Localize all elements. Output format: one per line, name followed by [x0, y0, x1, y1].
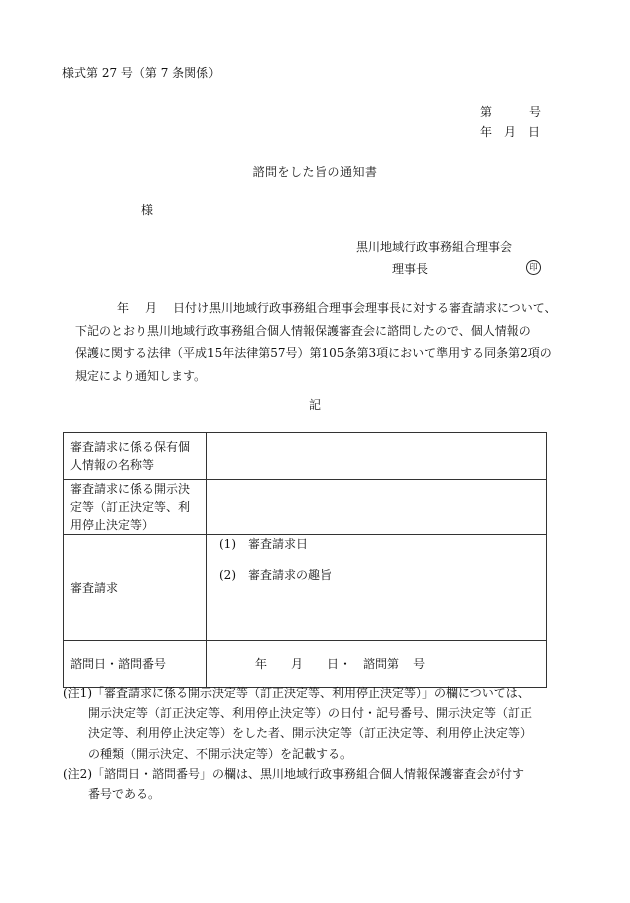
seal-mark: 印 [526, 260, 541, 275]
row3-label: 審査請求 [70, 580, 119, 595]
row1-label-line-2: 人情報の名称等 [70, 458, 155, 472]
table-label-cell [64, 641, 207, 688]
inquiry-month: 月 [291, 657, 304, 671]
note-2-line-1: (注2)「諮問日・諮問番号」の欄は、黒川地域行政事務組合個人情報保護審査会が付す [63, 766, 525, 781]
sender-organization: 黒川地域行政事務組合理事会 [356, 240, 513, 254]
table-row [64, 535, 547, 641]
table-value-cell [207, 480, 547, 535]
document-date-line [480, 126, 540, 138]
body-line-4: 規定により通知します。 [75, 368, 207, 383]
row4-label: 諮問日・諮問番号 [70, 657, 167, 671]
document-title: 諮問をした旨の通知書 [252, 165, 378, 179]
body-line-1-rest: 日付け黒川地域行政事務組合理事会理事長に対する審査請求について、 [173, 301, 557, 315]
row2-label-line-3: 用停止決定等） [70, 518, 155, 532]
inquiry-date-number-cell [207, 641, 547, 688]
inquiry-year: 年 [255, 657, 268, 671]
notes-section [63, 683, 563, 804]
date-year: 年 [480, 125, 493, 139]
body-month: 月 [145, 301, 158, 315]
note-1-line-4: の種類（開示決定、不開示決定等）を記載する。 [88, 746, 353, 761]
document-number-prefix: 第 [480, 105, 493, 119]
inquiry-number-prefix: 諮問第 [363, 657, 400, 671]
inquiry-details-table [63, 432, 547, 688]
note-1-line-3: 決定等、利用停止決定等）をした者、開示決定等（訂正決定等、利用停止決定等） [88, 726, 533, 741]
date-month: 月 [504, 125, 517, 139]
review-request-purpose-item: (2) 審査請求の趣旨 [219, 568, 332, 582]
row1-label-line-1: 審査請求に係る保有個 [70, 440, 191, 454]
inquiry-day: 日・ [327, 657, 352, 671]
inquiry-number-suffix: 号 [413, 657, 426, 671]
addressee-honorific: 様 [141, 203, 154, 217]
table-label-cell [64, 433, 207, 480]
document-number-line [480, 106, 541, 118]
table-value-cell [207, 535, 547, 641]
review-request-date-item: (1) 審査請求日 [219, 537, 308, 551]
body-line-3: 保護に関する法律（平成15年法律第57号）第105条第3項において準用する同条第2項の [75, 346, 552, 360]
table-label-cell [64, 480, 207, 535]
note-2-line-2: 番号である。 [88, 787, 161, 802]
form-number-label: 様式第 27 号（第 7 条関係） [62, 66, 221, 80]
row2-label-line-1: 審査請求に係る開示決 [70, 482, 191, 496]
table-row [64, 433, 547, 480]
document-number-suffix: 号 [529, 105, 542, 119]
note-1-line-1: (注1)「審査請求に係る開示決定等（訂正決定等、利用停止決定等）」の欄については、 [63, 686, 530, 700]
sender-position: 理事長 [392, 262, 429, 276]
table-row [64, 480, 547, 535]
table-value-cell [207, 433, 547, 480]
table-label-cell [64, 535, 207, 641]
body-line-1 [75, 297, 565, 320]
ki-heading: 記 [308, 398, 321, 412]
body-line-2: 下記のとおり黒川地域行政事務組合個人情報保護審査会に諮問したので、個人情報の [75, 323, 531, 338]
date-day: 日 [528, 125, 541, 139]
body-paragraph [75, 297, 565, 387]
row2-label-line-2: 定等（訂正決定等、利 [70, 500, 191, 514]
table-row [64, 641, 547, 688]
review-request-items [213, 535, 540, 640]
note-1-line-2: 開示決定等（訂正決定等、利用停止決定等）の日付・記号番号、開示決定等（訂正 [88, 706, 533, 721]
body-year: 年 [117, 301, 130, 315]
